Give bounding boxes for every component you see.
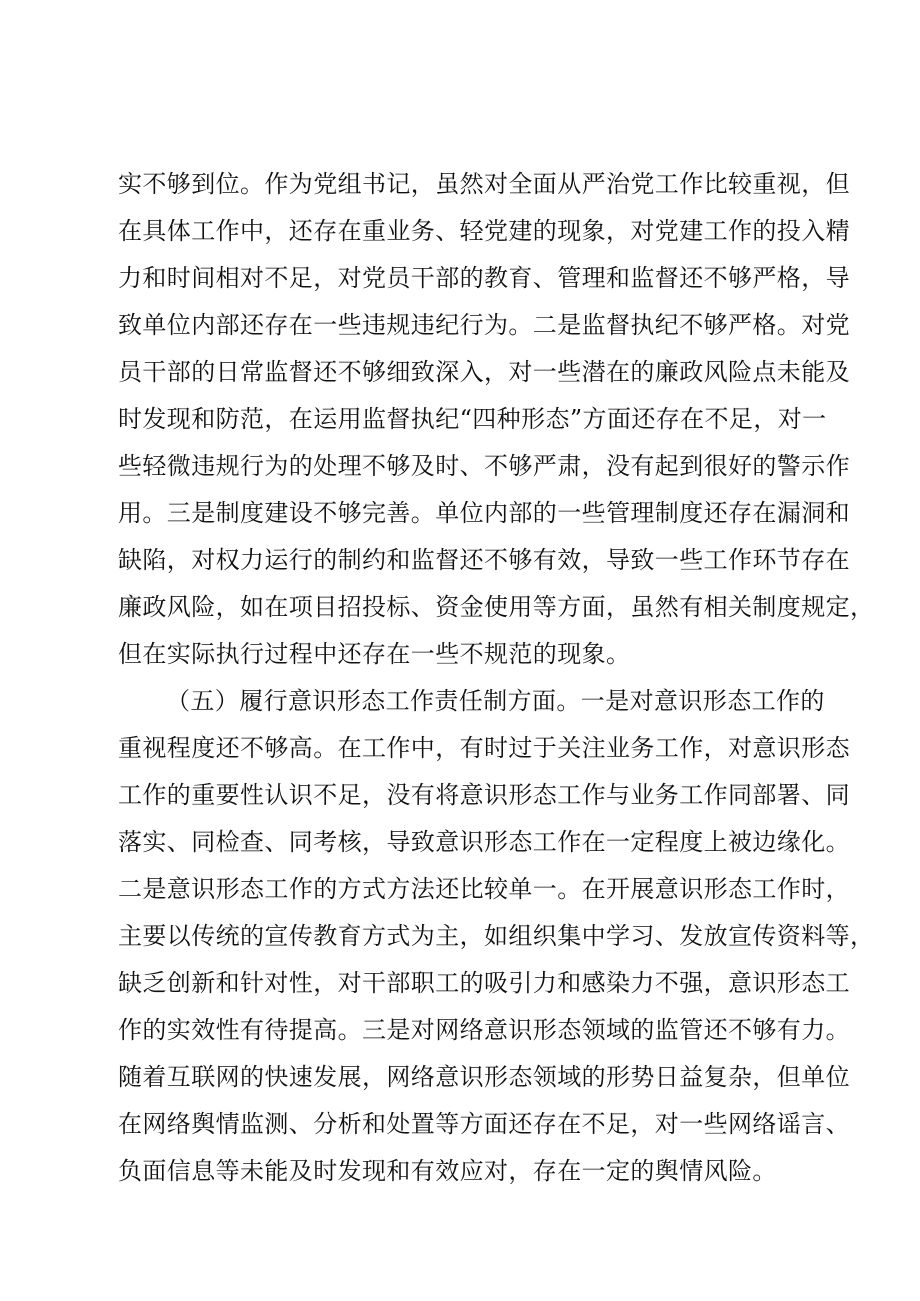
text-line: 用。三是制度建设不够完善。单位内部的一些管理制度还存在漏洞和	[118, 499, 850, 527]
text-line: 作的实效性有待提高。三是对网络意识形态领域的监管还不够有力。	[118, 1016, 850, 1044]
text-line: 员干部的日常监督还不够细致深入，对一些潜在的廉政风险点未能及	[118, 358, 850, 386]
text-line: 落实、同检查、同考核，导致意识形态工作在一定程度上被边缘化。	[118, 828, 850, 856]
text-line: 负面信息等未能及时发现和有效应对，存在一定的舆情风险。	[118, 1157, 777, 1185]
paragraph-heading-line: （五）履行意识形态工作责任制方面。一是对意识形态工作的	[166, 687, 825, 715]
text-line: 二是意识形态工作的方式方法还比较单一。在开展意识形态工作时，	[118, 875, 850, 903]
text-line: 缺陷，对权力运行的制约和监督还不够有效，导致一些工作环节存在	[118, 546, 850, 574]
text-line: 力和时间相对不足，对党员干部的教育、管理和监督还不够严格，导	[118, 264, 850, 292]
text-line: 随着互联网的快速发展，网络意识形态领域的形势日益复杂，但单位	[118, 1063, 850, 1091]
text-line: 重视程度还不够高。在工作中，有时过于关注业务工作，对意识形态	[118, 734, 850, 762]
text-line: 工作的重要性认识不足，没有将意识形态工作与业务工作同部署、同	[118, 781, 850, 809]
text-line: 致单位内部还存在一些违规违纪行为。二是监督执纪不够严格。对党	[118, 311, 850, 339]
text-line: 些轻微违规行为的处理不够及时、不够严肃，没有起到很好的警示作	[118, 452, 850, 480]
text-line: 缺乏创新和针对性，对干部职工的吸引力和感染力不强，意识形态工	[118, 969, 850, 997]
text-line: 廉政风险，如在项目招投标、资金使用等方面，虽然有相关制度规定，	[118, 593, 875, 621]
text-line: 在具体工作中，还存在重业务、轻党建的现象，对党建工作的投入精	[118, 217, 850, 245]
text-line: 时发现和防范，在运用监督执纪“四种形态”方面还存在不足，对一	[118, 405, 827, 433]
text-line: 实不够到位。作为党组书记，虽然对全面从严治党工作比较重视，但	[118, 170, 850, 198]
text-line: 在网络舆情监测、分析和处置等方面还存在不足，对一些网络谣言、	[118, 1110, 850, 1138]
text-line: 但在实际执行过程中还存在一些不规范的现象。	[118, 640, 631, 668]
text-line: 主要以传统的宣传教育方式为主，如组织集中学习、发放宣传资料等，	[118, 922, 875, 950]
